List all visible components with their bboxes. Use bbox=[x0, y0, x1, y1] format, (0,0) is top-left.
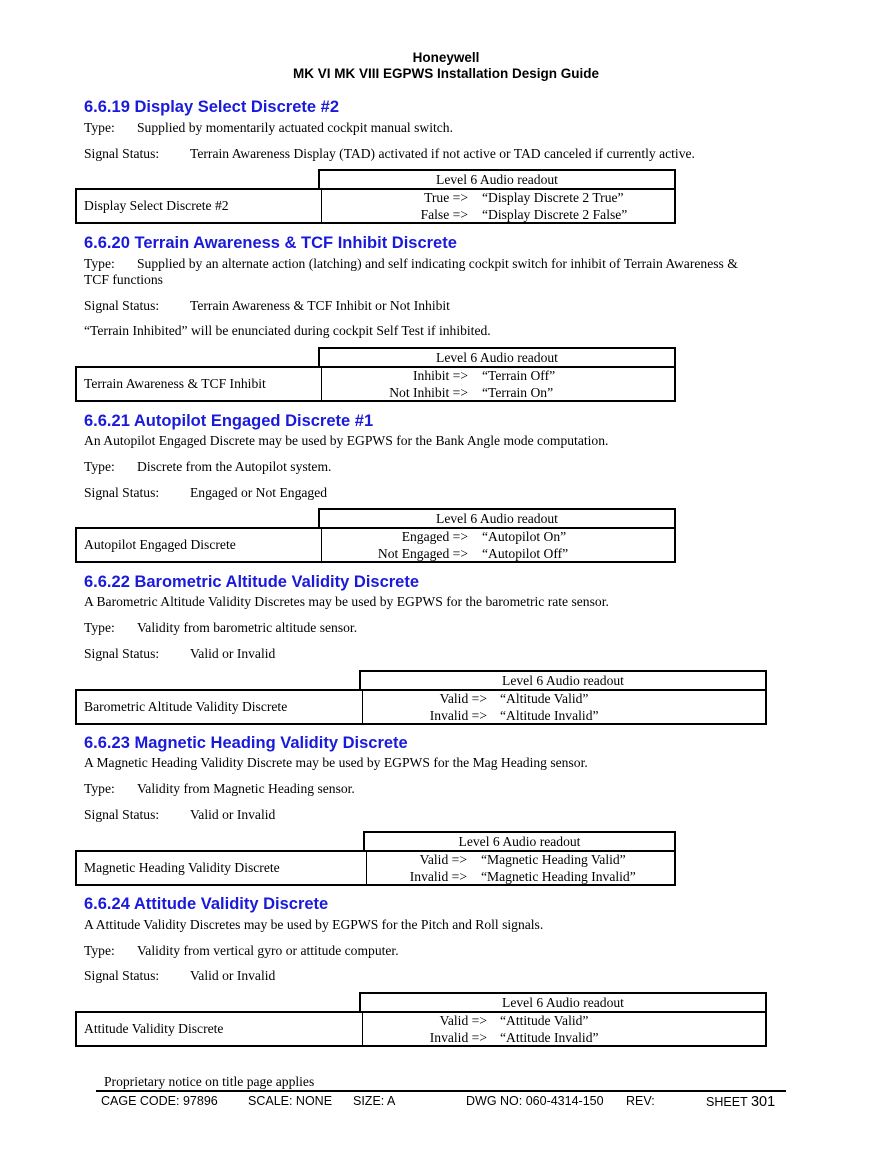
signal-status-text: Terrain Awareness Display (TAD) activated if not active or TAD canceled if currently active. bbox=[190, 146, 695, 161]
signal-status-text: Engaged or Not Engaged bbox=[190, 485, 328, 500]
type-text: Validity from barometric altitude sensor. bbox=[137, 620, 358, 635]
readout-state: Inhibit => bbox=[413, 368, 468, 383]
signal-status-line bbox=[84, 146, 695, 162]
table-header: Level 6 Audio readout bbox=[363, 831, 676, 851]
discrete-name-cell: Magnetic Heading Validity Discrete bbox=[77, 852, 367, 884]
size: SIZE: A bbox=[353, 1094, 396, 1108]
table-row bbox=[75, 188, 676, 224]
signal-status-text: Valid or Invalid bbox=[190, 968, 276, 983]
company-name: Honeywell bbox=[412, 50, 480, 65]
intro-text: A Attitude Validity Discretes may be used by EGPWS for the Pitch and Roll signals. bbox=[84, 917, 544, 932]
type-line bbox=[84, 120, 453, 136]
readout-row bbox=[322, 368, 674, 384]
signal-status-line bbox=[84, 298, 450, 314]
type-text: Supplied by an alternate action (latching) and self indicating cockpit switch for inhibit of Terrain Awareness & bbox=[137, 256, 738, 271]
type-line bbox=[84, 781, 355, 797]
type-label: Type: bbox=[84, 256, 115, 271]
readout-state: Invalid => bbox=[429, 1030, 487, 1045]
readout-text: “Terrain Off” bbox=[482, 368, 556, 383]
signal-status-line bbox=[84, 807, 275, 823]
signal-status-text: Terrain Awareness & TCF Inhibit or Not Inhibit bbox=[190, 298, 450, 313]
readout-state: Valid => bbox=[419, 852, 467, 867]
sheet-number bbox=[706, 1094, 775, 1110]
table-header: Level 6 Audio readout bbox=[318, 508, 676, 528]
revision: REV: bbox=[626, 1094, 655, 1108]
signal-status-label: Signal Status: bbox=[84, 298, 160, 313]
readout-state: False => bbox=[420, 207, 468, 222]
section-heading: 6.6.19 Display Select Discrete #2 bbox=[84, 98, 339, 116]
readout-row bbox=[322, 546, 674, 562]
readout-text: “Altitude Valid” bbox=[500, 691, 589, 706]
type-label: Type: bbox=[84, 781, 115, 796]
signal-status-line bbox=[84, 968, 275, 984]
readout-text: “Attitude Valid” bbox=[500, 1013, 589, 1028]
readout-row bbox=[322, 207, 674, 223]
readout-text: “Altitude Invalid” bbox=[500, 708, 599, 723]
table-row bbox=[75, 1011, 767, 1047]
type-line-continued: TCF functions bbox=[84, 272, 163, 287]
readout-state: Valid => bbox=[439, 1013, 487, 1028]
type-line bbox=[84, 459, 331, 475]
readout-row bbox=[322, 529, 674, 545]
type-text: Supplied by momentarily actuated cockpit manual switch. bbox=[137, 120, 453, 135]
readout-state: Invalid => bbox=[409, 869, 467, 884]
readout-row bbox=[363, 691, 765, 707]
readout-text: “Autopilot Off” bbox=[482, 546, 569, 561]
proprietary-notice: Proprietary notice on title page applies bbox=[104, 1074, 315, 1089]
intro-text: A Magnetic Heading Validity Discrete may be used by EGPWS for the Mag Heading sensor. bbox=[84, 755, 588, 770]
document-title: MK VI MK VIII EGPWS Installation Design Guide bbox=[292, 66, 600, 81]
readout-row bbox=[363, 708, 765, 724]
signal-status-text: Valid or Invalid bbox=[190, 807, 276, 822]
table-row bbox=[75, 527, 676, 563]
signal-status-label: Signal Status: bbox=[84, 146, 160, 161]
sheet-value: 301 bbox=[750, 1094, 776, 1110]
signal-status-label: Signal Status: bbox=[84, 485, 160, 500]
type-text: Validity from Magnetic Heading sensor. bbox=[137, 781, 355, 796]
drawing-number: DWG NO: 060-4314-150 bbox=[466, 1094, 604, 1108]
signal-status-label: Signal Status: bbox=[84, 646, 160, 661]
discrete-name-cell: Terrain Awareness & TCF Inhibit bbox=[77, 368, 322, 400]
readout-text: “Display Discrete 2 False” bbox=[482, 207, 628, 222]
type-text: Discrete from the Autopilot system. bbox=[137, 459, 332, 474]
signal-status-label: Signal Status: bbox=[84, 807, 160, 822]
table-header: Level 6 Audio readout bbox=[359, 992, 767, 1012]
sheet-label: SHEET bbox=[706, 1095, 748, 1109]
table-header: Level 6 Audio readout bbox=[359, 670, 767, 690]
signal-status-text: Valid or Invalid bbox=[190, 646, 276, 661]
readout-cell bbox=[363, 691, 765, 723]
table-row bbox=[75, 366, 676, 402]
readout-cell bbox=[363, 1013, 765, 1045]
readout-cell bbox=[322, 190, 674, 222]
readout-state: Valid => bbox=[439, 691, 487, 706]
readout-cell bbox=[322, 529, 674, 561]
readout-text: “Attitude Invalid” bbox=[500, 1030, 599, 1045]
intro-text: An Autopilot Engaged Discrete may be used by EGPWS for the Bank Angle mode computation. bbox=[84, 433, 609, 448]
section-heading: 6.6.24 Attitude Validity Discrete bbox=[84, 895, 329, 913]
footer-divider bbox=[96, 1090, 786, 1092]
readout-state: Engaged => bbox=[401, 529, 468, 544]
readout-row bbox=[363, 1013, 765, 1029]
readout-row bbox=[367, 869, 674, 885]
readout-row bbox=[363, 1030, 765, 1046]
note-text: “Terrain Inhibited” will be enunciated during cockpit Self Test if inhibited. bbox=[84, 323, 491, 338]
discrete-name-cell: Display Select Discrete #2 bbox=[77, 190, 322, 222]
scale: SCALE: NONE bbox=[248, 1094, 333, 1108]
signal-status-line bbox=[84, 485, 327, 501]
type-text: Validity from vertical gyro or attitude computer. bbox=[137, 943, 399, 958]
discrete-name-cell: Autopilot Engaged Discrete bbox=[77, 529, 322, 561]
readout-row bbox=[367, 852, 674, 868]
readout-text: “Magnetic Heading Valid” bbox=[481, 852, 626, 867]
readout-state: Not Inhibit => bbox=[389, 385, 468, 400]
section-heading: 6.6.21 Autopilot Engaged Discrete #1 bbox=[84, 412, 374, 430]
table-row bbox=[75, 850, 676, 886]
readout-text: “Display Discrete 2 True” bbox=[482, 190, 624, 205]
readout-text: “Terrain On” bbox=[482, 385, 554, 400]
type-label: Type: bbox=[84, 459, 115, 474]
type-label: Type: bbox=[84, 943, 115, 958]
table-header: Level 6 Audio readout bbox=[318, 169, 676, 189]
table-row bbox=[75, 689, 767, 725]
readout-text: “Autopilot On” bbox=[482, 529, 567, 544]
readout-state: Not Engaged => bbox=[377, 546, 468, 561]
section-heading: 6.6.20 Terrain Awareness & TCF Inhibit Discrete bbox=[84, 234, 457, 252]
section-heading: 6.6.23 Magnetic Heading Validity Discrete bbox=[84, 734, 408, 752]
section-heading: 6.6.22 Barometric Altitude Validity Discrete bbox=[84, 573, 420, 591]
readout-state: True => bbox=[424, 190, 468, 205]
discrete-name-cell: Barometric Altitude Validity Discrete bbox=[77, 691, 363, 723]
readout-cell bbox=[322, 368, 674, 400]
readout-text: “Magnetic Heading Invalid” bbox=[481, 869, 636, 884]
intro-text: A Barometric Altitude Validity Discretes may be used by EGPWS for the barometric rate sensor. bbox=[84, 594, 609, 609]
type-label: Type: bbox=[84, 620, 115, 635]
discrete-name-cell: Attitude Validity Discrete bbox=[77, 1013, 363, 1045]
readout-row bbox=[322, 385, 674, 401]
type-label: Type: bbox=[84, 120, 115, 135]
type-line bbox=[84, 943, 399, 959]
readout-cell bbox=[367, 852, 674, 884]
signal-status-line bbox=[84, 646, 275, 662]
type-line bbox=[84, 256, 738, 272]
type-line bbox=[84, 620, 357, 636]
readout-row bbox=[322, 190, 674, 206]
table-header: Level 6 Audio readout bbox=[318, 347, 676, 367]
cage-code: CAGE CODE: 97896 bbox=[101, 1094, 218, 1108]
signal-status-label: Signal Status: bbox=[84, 968, 160, 983]
readout-state: Invalid => bbox=[429, 708, 487, 723]
